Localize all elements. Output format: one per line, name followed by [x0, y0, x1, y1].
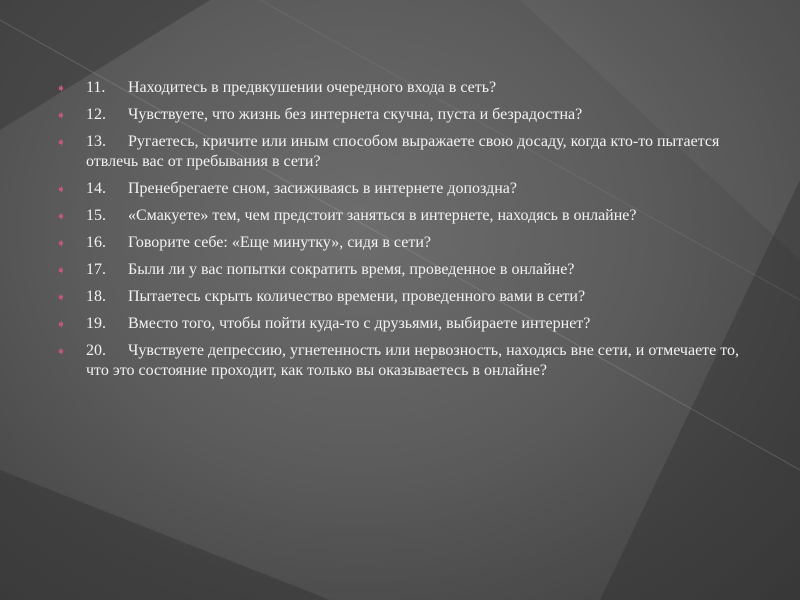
- hollow-diamond-arrow-icon: ➧: [56, 108, 67, 122]
- item-number: 19.: [86, 315, 106, 332]
- hollow-diamond-arrow-icon: ➧: [56, 182, 67, 196]
- item-number: 18.: [86, 288, 106, 305]
- item-text: «Смакуете» тем, чем предстоит заняться в интернете, находясь в онлайне?: [128, 207, 637, 224]
- item-number: 11.: [86, 79, 106, 96]
- list-item: [56, 78, 764, 98]
- hollow-diamond-arrow-icon: ➧: [56, 263, 67, 277]
- item-number: 17.: [86, 261, 106, 278]
- list-item: [56, 132, 764, 172]
- item-number: 12.: [86, 106, 106, 123]
- hollow-diamond-arrow-icon: ➧: [56, 81, 67, 95]
- bottom-left-dark-wedge: [0, 470, 330, 600]
- question-list: [56, 78, 764, 388]
- item-text: Говорите себе: «Еще минутку», сидя в сети?: [128, 234, 431, 251]
- hollow-diamond-arrow-icon: ➧: [56, 317, 67, 331]
- hollow-diamond-arrow-icon: ➧: [56, 135, 67, 149]
- list-item: [56, 105, 764, 125]
- item-text: Чувствуете депрессию, угнетенность или нервозность, находясь вне сети, и отмечаете то, что это состояние проходит, как только вы оказываетесь в онлайне?: [86, 342, 740, 379]
- item-text: Чувствуете, что жизнь без интернета скучна, пуста и безрадостна?: [128, 106, 583, 123]
- item-text: Были ли у вас попытки сократить время, проведенное в онлайне?: [128, 261, 575, 278]
- list-item: [56, 341, 764, 381]
- hollow-diamond-arrow-icon: ➧: [56, 290, 67, 304]
- list-item: [56, 206, 764, 226]
- hollow-diamond-arrow-icon: ➧: [56, 344, 67, 358]
- item-text: Находитесь в предвкушении очередного входа в сеть?: [128, 79, 497, 96]
- item-text: Вместо того, чтобы пойти куда-то с друзьями, выбираете интернет?: [128, 315, 591, 332]
- item-text: Ругаетесь, кричите или иным способом выражаете свою досаду, когда кто-то пытается отвлечь вас от пребывания в сети?: [86, 133, 720, 170]
- item-number: 13.: [86, 133, 106, 150]
- hollow-diamond-arrow-icon: ➧: [56, 236, 67, 250]
- list-item: [56, 233, 764, 253]
- hollow-diamond-arrow-icon: ➧: [56, 209, 67, 223]
- item-number: 20.: [86, 342, 106, 359]
- list-item: [56, 179, 764, 199]
- item-text: Пытаетесь скрыть количество времени, проведенного вами в сети?: [128, 288, 586, 305]
- item-number: 16.: [86, 234, 106, 251]
- item-number: 14.: [86, 180, 106, 197]
- list-item: [56, 260, 764, 280]
- list-item: [56, 314, 764, 334]
- item-number: 15.: [86, 207, 106, 224]
- item-text: Пренебрегаете сном, засиживаясь в интернете допоздна?: [128, 180, 517, 197]
- list-item: [56, 287, 764, 307]
